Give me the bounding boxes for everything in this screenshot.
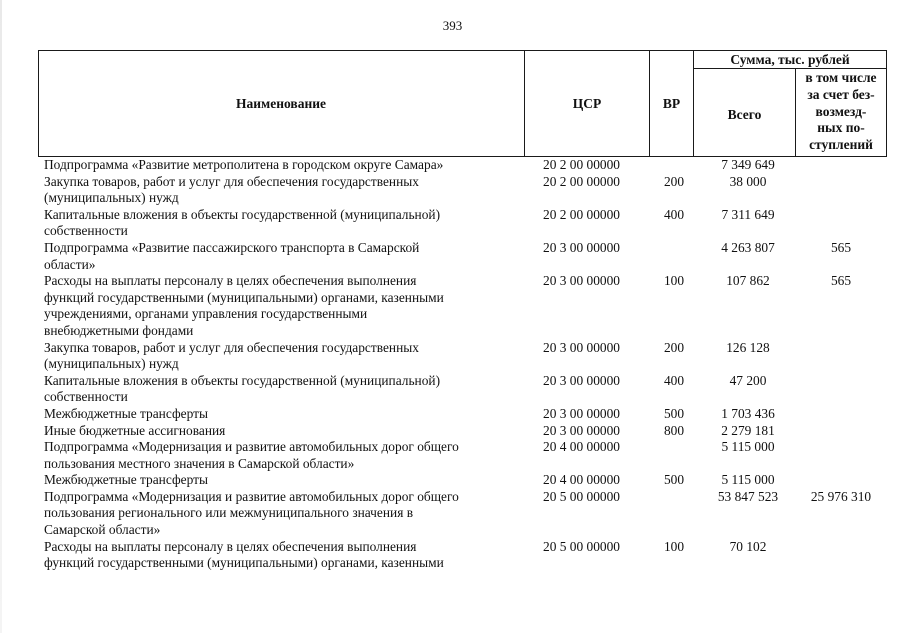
row-csr: 20 3 00 00000 [543, 273, 620, 289]
table-row [38, 423, 887, 440]
row-vr: 200 [663, 339, 685, 355]
row-name-line: Подпрограмма «Развитие пассажирского транспорта в Самарской [44, 239, 420, 255]
row-total: 70 102 [729, 538, 767, 554]
row-name-line: Подпрограмма «Модернизация и развитие автомобильных дорог общего [44, 488, 459, 504]
row-vr: 500 [663, 472, 685, 488]
header-top-border [38, 50, 887, 51]
row-name-line: собственности [44, 223, 128, 239]
row-csr: 20 5 00 00000 [543, 488, 620, 504]
divider-sum-sub [693, 68, 887, 69]
row-vr: 800 [663, 422, 685, 438]
row-name [44, 539, 516, 572]
row-total: 126 128 [726, 339, 770, 355]
row-name-line: пользования местного значения в Самарской области» [44, 455, 355, 471]
row-name-line: функций государственными (муниципальными) органами, казенными [44, 289, 444, 305]
table-row [38, 406, 887, 423]
table-row [38, 207, 887, 240]
row-name-line: Закупка товаров, работ и услуг для обеспечения государственных [44, 173, 419, 189]
row-name-line: (муниципальных) нужд [44, 190, 179, 206]
row-free: 25 976 310 [810, 488, 872, 504]
table-row [38, 157, 887, 174]
row-name-line: внебюджетными фондами [44, 322, 194, 338]
row-total: 2 279 181 [721, 422, 775, 438]
row-name-line: собственности [44, 389, 128, 405]
row-vr: 500 [663, 405, 685, 421]
table-row [38, 439, 887, 472]
header-free-line: в том числе [805, 70, 877, 85]
row-name [44, 207, 516, 240]
row-name-line: пользования регионального или межмуниципального значения в [44, 505, 414, 521]
header-vr: ВР [662, 96, 681, 111]
row-vr: 100 [663, 538, 685, 554]
row-total: 7 311 649 [721, 206, 775, 222]
header-free-line: ных по- [817, 120, 865, 136]
row-name [44, 406, 516, 423]
row-total: 1 703 436 [721, 405, 775, 421]
row-name-line: Закупка товаров, работ и услуг для обеспечения государственных [44, 339, 419, 355]
row-total: 5 115 000 [721, 439, 775, 455]
row-total: 38 000 [729, 173, 767, 189]
row-name [44, 340, 516, 373]
row-name [44, 240, 516, 273]
row-name-line: Иные бюджетные ассигнования [44, 422, 226, 438]
table-row [38, 174, 887, 207]
header-free-line: за счет без- [807, 86, 875, 102]
table-row [38, 539, 887, 572]
table-body [38, 157, 887, 572]
row-csr: 20 4 00 00000 [543, 472, 620, 488]
row-csr: 20 3 00 00000 [543, 339, 620, 355]
row-name [44, 472, 516, 489]
row-name-line: Подпрограмма «Развитие метрополитена в городском округе Самара» [44, 157, 444, 172]
row-name [44, 423, 516, 440]
header-free-line: ступлений [809, 137, 873, 153]
row-total: 5 115 000 [721, 472, 775, 488]
row-csr: 20 3 00 00000 [543, 239, 620, 255]
row-name-line: Капитальные вложения в объекты государственной (муниципальной) [44, 206, 441, 222]
table-header [38, 50, 887, 157]
row-csr: 20 2 00 00000 [543, 206, 620, 222]
table-row [38, 489, 887, 539]
row-csr: 20 5 00 00000 [543, 538, 620, 554]
row-csr: 20 3 00 00000 [543, 405, 620, 421]
row-total: 4 263 807 [721, 239, 775, 255]
row-total: 107 862 [726, 273, 770, 289]
row-csr: 20 2 00 00000 [543, 157, 620, 172]
scan-edge [0, 0, 2, 633]
row-vr: 200 [663, 173, 685, 189]
row-total: 7 349 649 [721, 157, 775, 172]
row-name [44, 489, 516, 539]
row-name-line: учреждениями, органами управления государственными [44, 306, 368, 322]
row-name [44, 439, 516, 472]
header-total: Всего [727, 107, 762, 122]
row-total: 47 200 [729, 372, 767, 388]
row-name-line: Межбюджетные трансферты [44, 472, 208, 488]
header-csr: ЦСР [572, 96, 602, 111]
row-vr: 400 [663, 372, 685, 388]
table-row [38, 472, 887, 489]
row-csr: 20 3 00 00000 [543, 422, 620, 438]
row-name-line: (муниципальных) нужд [44, 356, 179, 372]
row-csr: 20 2 00 00000 [543, 173, 620, 189]
row-name [44, 157, 516, 174]
header-right-border [886, 50, 887, 157]
row-name-line: Самарской области» [44, 522, 161, 538]
table-row [38, 373, 887, 406]
row-name [44, 174, 516, 207]
row-csr: 20 3 00 00000 [543, 372, 620, 388]
header-free [796, 70, 886, 154]
table-row [38, 273, 887, 339]
row-name [44, 273, 516, 339]
row-name-line: Расходы на выплаты персоналу в целях обеспечения выполнения [44, 538, 417, 554]
row-name-line: Межбюджетные трансферты [44, 405, 208, 421]
header-free-line: возмезд- [815, 103, 867, 119]
row-free: 565 [830, 273, 852, 289]
row-vr: 100 [663, 273, 685, 289]
row-name-line: области» [44, 256, 96, 272]
table-row [38, 240, 887, 273]
row-name-line: Подпрограмма «Модернизация и развитие автомобильных дорог общего [44, 439, 459, 455]
table-row [38, 340, 887, 373]
page-number: 393 [442, 18, 463, 33]
row-name-line: Расходы на выплаты персоналу в целях обеспечения выполнения [44, 273, 417, 289]
row-csr: 20 4 00 00000 [543, 439, 620, 455]
row-total: 53 847 523 [717, 488, 779, 504]
header-name: Наименование [236, 96, 326, 111]
row-free: 565 [830, 239, 852, 255]
row-name-line: Капитальные вложения в объекты государственной (муниципальной) [44, 372, 441, 388]
row-name [44, 373, 516, 406]
row-name-line: функций государственными (муниципальными) органами, казенными [44, 555, 444, 571]
row-vr: 400 [663, 206, 685, 222]
header-sum: Сумма, тыс. рублей [730, 52, 850, 67]
